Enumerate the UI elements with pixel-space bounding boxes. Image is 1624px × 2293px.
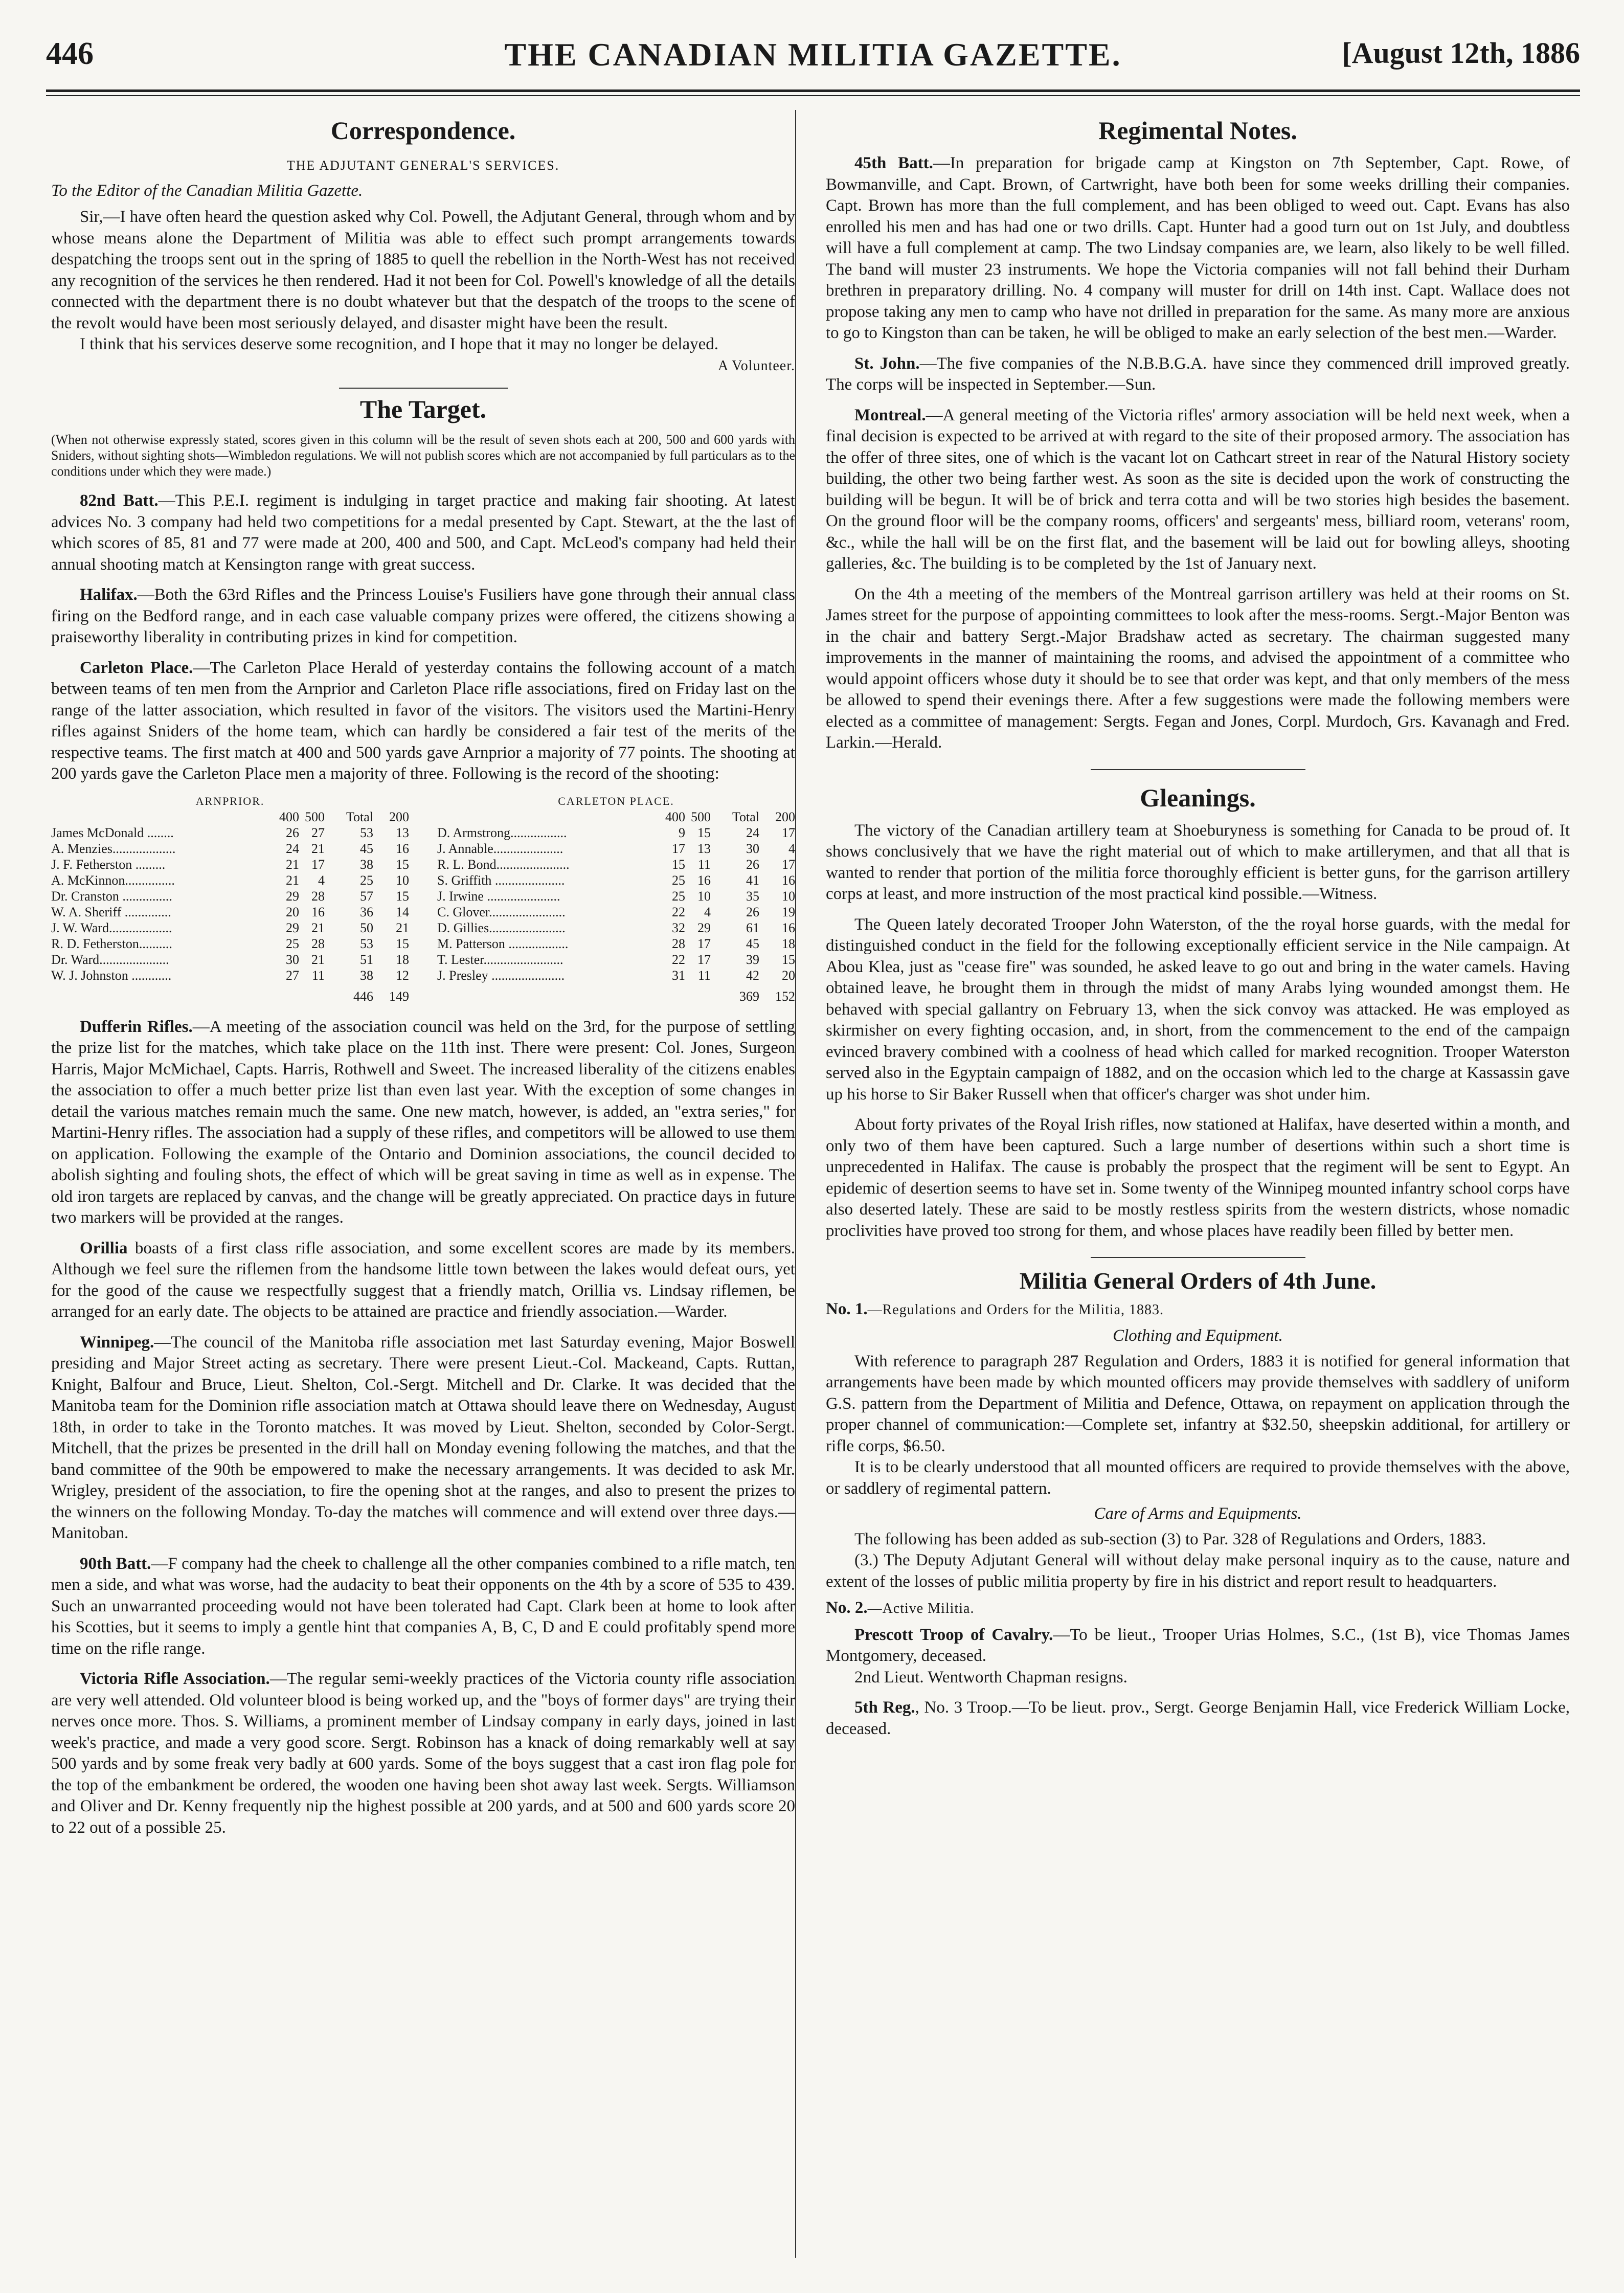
score-cell: 26 <box>286 825 299 840</box>
right-column <box>826 110 1570 1740</box>
score-cell: 57 <box>360 888 373 904</box>
score-cell: 16 <box>396 841 409 856</box>
score-cell: 11 <box>697 857 711 872</box>
score-cell: 45 <box>360 841 373 856</box>
score-cell: 17 <box>672 841 685 856</box>
competitor-name: M. Patterson .................. <box>437 936 569 951</box>
article-body: —The Carleton Place Herald of yesterday contains the following account of a match between teams of ten men from the Arnprior and Carleton Place rifle associations, fired on Friday last on the range of the latter association, which resulted in favor of the visitors. The visitors used the Martini-Henry rifles against Sniders of the home team, which can hardly be considered a fair test of the merits of the respective teams. The first match at 400 and 500 yards gave Arnprior a majority of 77 points. The shooting at 200 yards gave the Carleton Place men a majority of three. Following is the record of the shooting: <box>51 658 795 783</box>
score-cell: 28 <box>672 936 685 951</box>
score-cell: 61 <box>746 920 759 935</box>
page-number: 446 <box>46 36 94 71</box>
article-body: —Both the 63rd Rifles and the Princess Louise's Fusiliers have gone through their annual class firing on the Bedford range, and in each case valuable company prizes were offered, the citizens showing a praiseworthy liberality in contributing prizes in kind for competition. <box>51 586 795 646</box>
score-cell: 16 <box>782 920 795 935</box>
score-cell: 27 <box>286 968 299 983</box>
article-82nd <box>51 490 795 575</box>
page-header <box>46 36 1580 82</box>
score-cell: 25 <box>360 872 373 888</box>
letter-signature-row <box>51 355 795 377</box>
article-lead: Dufferin Rifles. <box>80 1017 193 1036</box>
competitor-name: S. Griffith ..................... <box>437 872 565 888</box>
score-cell: 25 <box>672 888 685 904</box>
competitor-name: Dr. Ward..................... <box>51 952 169 967</box>
table-header-row: 400 500 Total 200 <box>279 809 409 824</box>
score-cell: 24 <box>286 841 299 856</box>
article-halifax <box>51 585 795 648</box>
article-montreal-2: On the 4th a meeting of the members of the Montreal garrison artillery was held at their rooms on St. James street for the purpose of appointing committees to look after the mess-rooms. Sergt.-Major Benton was in the chair and battery Sergt.-Major Bradshaw acted as secretary. The chairman suggested many improvements in the manner of maintaining the rooms, and advised the appointment of a committee who would appoint officers whose duty it should be to see that order was kept, and that only members of the mess be allowed to spend their evenings there. After a few suggestions were made the following members were elected as a committee of management: Sergts. Fegan and Jones, Corpl. Murdoch, Grs. Kavanagh and Fred. Larkin.—Herald. <box>826 585 1570 752</box>
gleanings-paragraph: The victory of the Canadian artillery team at Shoeburyness is something for Canada to be proud of. It shows conclusively that we have the right material out of which to make artillerymen, and that all that is wanted to render that portion of the militia force thoroughly efficient is better guns, for the garrison artillery corps at least, and more instruction of the most practical kind possible.—Witness. <box>826 821 1570 903</box>
score-cell: 21 <box>286 857 299 872</box>
score-cell: 15 <box>697 825 711 840</box>
gleanings-paragraph: About forty privates of the Royal Irish rifles, now stationed at Halifax, have deserted within a month, and only two of them have been captured. Such a large number of desertions within such a short time is unprecedented in Halifax. The cause is probably the prospect that the regiment will be sent to Egypt. An epidemic of desertion seems to have set in. Some twenty of the Winnipeg mounted infantry school corps have also deserted lately. These are said to be mostly restless spirits from the western districts, whose nomadic proclivities have proved too strong for them, and whose places have readily been filled by better men. <box>826 1115 1570 1240</box>
score-cell: 16 <box>311 904 325 919</box>
article-winnipeg <box>51 1332 795 1544</box>
score-cell: 13 <box>697 841 711 856</box>
score-row <box>437 857 795 872</box>
score-cell: 15 <box>396 888 409 904</box>
score-cell: 31 <box>672 968 685 983</box>
article-montreal <box>826 405 1570 575</box>
order-paragraph: 2nd Lieut. Wentworth Chapman resigns. <box>854 1668 1127 1687</box>
score-row <box>51 841 409 857</box>
score-cell: 11 <box>311 968 325 983</box>
score-row <box>51 968 409 983</box>
correspondence-subtitle: THE ADJUTANT GENERAL'S SERVICES. <box>286 158 560 173</box>
to-editor-line: To the Editor of the Canadian Militia Gazette. <box>51 181 363 200</box>
score-cell: 16 <box>782 872 795 888</box>
carleton-table <box>437 793 795 1004</box>
score-cell: 15 <box>782 952 795 967</box>
article-lead: Carleton Place. <box>80 658 193 677</box>
letter-paragraph: I think that his services deserve some recognition, and I hope that it may no longer be delayed. <box>80 335 719 353</box>
score-cell: 9 <box>679 825 685 840</box>
letter-signature: A Volunteer. <box>718 357 795 374</box>
score-cell: 10 <box>396 872 409 888</box>
score-cell: 15 <box>396 857 409 872</box>
header-rule <box>46 89 1580 92</box>
score-cell: 50 <box>360 920 373 935</box>
order-prescott <box>826 1625 1570 1667</box>
score-cell: 18 <box>782 936 795 951</box>
competitor-name: J. W. Ward................... <box>51 920 172 935</box>
score-row <box>437 841 795 857</box>
article-body: —The regular semi-weekly practices of the Victoria county rifle association are very well attended. Old volunteer blood is being worked up, and the "boys of former days" are trying their nerves once more. Thos. S. Williams, a prominent member of Lindsay company in early days, joined in last week's practice, and made a very good score. Sergt. Robinson has a knack of doing remarkably well at say 500 yards and by some freak very badly at 600 yards. Some of the boys suggest that a cast iron flag pole for the top of the embankment be ordered, the wooden one having been shot away last week. Sergts. Williamson and Oliver and Dr. Kenny frequently nip the highest possible at 200 yards, and at 500 and 600 yards score 20 to 22 out of a possible 25. <box>51 1670 795 1837</box>
score-cell: 39 <box>746 952 759 967</box>
article-lead: 90th Batt. <box>80 1554 151 1573</box>
score-row <box>51 904 409 920</box>
order-subheading: Clothing and Equipment. <box>1113 1327 1283 1345</box>
score-cell: 10 <box>697 888 711 904</box>
competitor-name: T. Lester........................ <box>437 952 563 967</box>
table-heading: CARLETON PLACE. <box>558 794 674 807</box>
general-orders-title: Militia General Orders of 4th June. <box>1019 1268 1377 1294</box>
score-cell: 53 <box>360 936 373 951</box>
score-row <box>437 952 795 968</box>
table-total-row: 446 149 <box>353 988 409 1004</box>
article-body: —A general meeting of the Victoria rifles' armory association will be held next week, when a final decision is expected to be arrived at with regard to the site of their proposed armory. The association has the offer of three sites, one of which is the vacant lot on Cathcart street in rear of the Natural History society building, the other two being farther west. As soon as the site is decided upon the work of constructing the building will be begun. It will be of brick and terra cotta and will be two stories high besides the basement. On the ground floor will be the company rooms, officers' and sergeants' mess, billiard room, veterans' room, &c., while the hall will be on the first flat, and the basement will be laid out for bowling alleys, shooting galleries, &c. The building is to be completed by the 1st of January next. <box>826 406 1570 573</box>
score-cell: 15 <box>672 857 685 872</box>
score-cell: 30 <box>746 841 759 856</box>
score-cell: 38 <box>360 857 373 872</box>
score-row <box>437 872 795 888</box>
score-cell: 22 <box>672 904 685 919</box>
score-cell: 21 <box>286 872 299 888</box>
score-row <box>51 872 409 888</box>
score-cell: 11 <box>697 968 711 983</box>
score-tables <box>51 793 795 1004</box>
article-lead: Montreal. <box>854 406 926 424</box>
section-rule <box>1091 769 1305 770</box>
score-cell: 28 <box>311 888 325 904</box>
competitor-name: D. Gillies....................... <box>437 920 566 935</box>
score-cell: 26 <box>746 904 759 919</box>
competitor-name: J. F. Fetherston ......... <box>51 857 166 872</box>
article-carleton <box>51 658 795 785</box>
competitor-name: A. Menzies................... <box>51 841 176 856</box>
regimental-notes-title: Regimental Notes. <box>1098 116 1297 145</box>
score-cell: 16 <box>697 872 711 888</box>
article-lead: Orillia <box>80 1239 128 1257</box>
arnprior-table <box>51 793 409 1004</box>
score-row <box>437 936 795 952</box>
competitor-name: J. Annable..................... <box>437 841 563 856</box>
article-body: —A meeting of the association council was held on the 3rd, for the purpose of settling the prize list for the matches, which take place on the 11th inst. There were present: Col. Jones, Surgeon Harris, Major McMichael, Capts. Harris, Rothwell and Sweet. The increased liberality of the citizens enables the association to offer a much better prize list than even last year. With the exception of some changes in detail the various matches remain much the same. One new match, however, is added, an "extra series," for Martini-Henry rifles. The association had a supply of these rifles, and competitors will be allowed to use them on application. Following the example of the Ontario and Dominion associations, the council decided to abolish sighting and fouling shots, the effect of which will be great saving in time as well as in expense. The old iron targets are replaced by canvas, and the change will be greatly appreciated. On practice days in future two markers will be provided at the ranges. <box>51 1017 795 1227</box>
article-lead: Victoria Rifle Association. <box>80 1670 270 1688</box>
letter-paragraph: Sir,—I have often heard the question asked why Col. Powell, the Adjutant General, through whom and by whose means alone the Department of Militia was able to effect such prompt arrangements towards despatching the troops sent out in the spring of 1885 to quell the rebellion in the North-West has not received any recognition of the services he then rendered. Had it not been for Col. Powell's knowledge of all the details connected with the department there is no doubt whatever but that the despatch of the troops to the scene of the revolt would have been most seriously delayed, and disaster might have been the result. <box>51 208 795 332</box>
score-cell: 21 <box>311 920 325 935</box>
order-paragraph: (3.) The Deputy Adjutant General will without delay make personal inquiry as to the cause, nature and extent of the losses of public militia property by fire in his district and report result to headquarters. <box>826 1551 1570 1591</box>
score-cell: 26 <box>746 857 759 872</box>
article-lead: 82nd Batt. <box>80 491 159 510</box>
score-cell: 10 <box>782 888 795 904</box>
competitor-name: James McDonald ........ <box>51 825 174 840</box>
score-cell: 28 <box>311 936 325 951</box>
score-cell: 24 <box>746 825 759 840</box>
article-body: —This P.E.I. regiment is indulging in target practice and making fair shooting. At latest advices No. 3 company had held two competitions for a medal presented by Capt. Stewart, at the the last of which scores of 85, 81 and 77 were made at 200, 400 and 500, and Capt. McLeod's company had held their annual shooting match at Kensington range with great success. <box>51 491 795 574</box>
score-cell: 17 <box>697 936 711 951</box>
competitor-name: C. Glover....................... <box>437 904 566 919</box>
competitor-name: W. J. Johnston ............ <box>51 968 172 983</box>
order-paragraph: With reference to paragraph 287 Regulation and Orders, 1883 it is notified for general information that arrangements have been made by which mounted officers may provide themselves with saddlery of uniform G.S. pattern from the Department of Militia and Defence, Ottawa, on repayment on application through the proper channel of communication:—Complete set, infantry at $32.50, sheepskin additional, for artillery or rifle corps, $6.50. <box>826 1352 1570 1455</box>
article-lead: Halifax. <box>80 586 138 604</box>
score-cell: 29 <box>697 920 711 935</box>
article-victoria <box>51 1669 795 1838</box>
competitor-name: D. Armstrong................. <box>437 825 567 840</box>
score-cell: 4 <box>318 872 325 888</box>
score-row <box>437 920 795 936</box>
competitor-name: J. Presley ...................... <box>437 968 565 983</box>
issue-date: [August 12th, 1886 <box>1342 36 1580 70</box>
competitor-name: R. D. Fetherston.......... <box>51 936 172 951</box>
score-row <box>51 857 409 872</box>
article-body: —In preparation for brigade camp at Kingston on 7th September, Capt. Rowe, of Bowmanville, and Capt. Brown, of Cartwright, have both been for some weeks drilling their companies. Capt. Brown has more than the full complement, and has been obliged to weed out. Capt. Evans has also enrolled his men and has had one or two drills. Capt. Hunter had a good turn out on 1st July, and doubtless will have a full complement at camp. The two Lindsay companies are, we learn, also likely to be well filled. The band will muster 23 instruments. We hope the Victoria companies will not fall behind their Durham brethren in preparatory drilling. No. 4 company will muster for drill on 14th inst. Capt. Wallace does not propose taking any men to camp who have not drilled in preparation for the same. As many more are anxious to go to Kingston than can be taken, he will be obliged to make an early selection of the best men.—Warder. <box>826 154 1570 342</box>
competitor-name: A. McKinnon............... <box>51 872 175 888</box>
column-divider <box>795 110 796 2258</box>
score-row <box>437 968 795 983</box>
order-subheading: Care of Arms and Equipments. <box>1094 1504 1302 1523</box>
article-st-john <box>826 353 1570 396</box>
score-row <box>51 825 409 841</box>
order-heading: No. 1.—Regulations and Orders for the Militia, 1883. <box>826 1299 1164 1318</box>
article-lead: Winnipeg. <box>80 1333 154 1352</box>
score-cell: 17 <box>782 825 795 840</box>
article-lead: St. John. <box>854 354 920 373</box>
article-orillia <box>51 1238 795 1323</box>
score-cell: 45 <box>746 936 759 951</box>
score-cell: 18 <box>396 952 409 967</box>
score-cell: 53 <box>360 825 373 840</box>
competitor-name: R. L. Bond...................... <box>437 857 570 872</box>
table-heading: ARNPRIOR. <box>195 794 265 807</box>
score-cell: 4 <box>704 904 711 919</box>
target-note: (When not otherwise expressly stated, scores given in this column will be the result of seven shots each at 200, 500 and 600 yards with Sniders, without sighting shots—Wimbledon regulations. We will not publish scores which are not accompanied by full particulars as to the conditions under which they were made.) <box>51 432 795 479</box>
score-row <box>437 825 795 841</box>
article-body: boasts of a first class rifle association, and some excellent scores are made by its members. Although we feel sure the riflemen from the handsome little town between the lakes would defeat ours, yet for the good of the cause we respectfully suggest that a friendly match, Orillia vs. Lindsay riflemen, be arranged for an early date. The objects to be attained are practice and friendly association.—Warder. <box>51 1239 795 1321</box>
score-cell: 20 <box>782 968 795 983</box>
article-90th <box>51 1554 795 1660</box>
score-row <box>51 936 409 952</box>
score-cell: 17 <box>782 857 795 872</box>
header-rule-thin <box>46 95 1580 96</box>
score-cell: 35 <box>746 888 759 904</box>
score-cell: 25 <box>286 936 299 951</box>
score-cell: 29 <box>286 888 299 904</box>
score-cell: 13 <box>396 825 409 840</box>
score-cell: 22 <box>672 952 685 967</box>
table-total-row: 369 152 <box>739 988 795 1004</box>
section-rule <box>339 388 508 389</box>
left-column <box>51 110 795 1838</box>
article-body: —F company had the cheek to challenge all the other companies combined to a rifle match, ten men a side, and what was worse, had the audacity to beat their opponents on the 4th by a score of 535 to 439. Such an unwarranted proceeding would not have been tolerated had Capt. Clark been at home to look after his Scotties, but it seems to imply a gentle hint that companies A, B, C, D and E could profitably spend more time on the rifle range. <box>51 1554 795 1658</box>
score-cell: 29 <box>286 920 299 935</box>
order-paragraph: It is to be clearly understood that all mounted officers are required to provide themselves with the above, or saddlery of regimental pattern. <box>826 1458 1570 1498</box>
article-dufferin <box>51 1017 795 1229</box>
gleanings-title: Gleanings. <box>1140 783 1256 812</box>
table-header-row: 400 500 Total 200 <box>665 809 795 824</box>
gleanings-paragraph: The Queen lately decorated Trooper John Waterston, of the the royal horse guards, with the medal for distinguished conduct in the field for the following exceptionally efficient service in the Nile campaign. At Abou Klea, just as "cease fire" was sounded, he asked leave to go out and bring in the water camels. Having obtained leave, he brought them in through the midst of many Arabs lying wounded amongst them. He behaved with special gallantry on February 13, when the sick convoy was attacked. He was employed as skirmisher on every fighting occasion, and, in short, from the commencement to the end of the campaign evinced bravery combined with a coolness of head which called for marked recognition. Trooper Waterston served also in the Egyptain campaign of 1882, and on the occasion which led to the charge at Kassassin gave up his horse to Sir Baker Russell when that officer's charger was shot under him. <box>826 915 1570 1104</box>
score-row <box>437 888 795 904</box>
score-row <box>51 920 409 936</box>
score-cell: 42 <box>746 968 759 983</box>
score-cell: 4 <box>788 841 795 856</box>
score-cell: 32 <box>672 920 685 935</box>
score-cell: 15 <box>396 936 409 951</box>
score-cell: 51 <box>360 952 373 967</box>
score-cell: 14 <box>396 904 409 919</box>
score-row <box>437 904 795 920</box>
score-row <box>51 888 409 904</box>
masthead: THE CANADIAN MILITIA GAZETTE. <box>504 36 1122 73</box>
score-cell: 36 <box>360 904 373 919</box>
score-cell: 17 <box>311 857 325 872</box>
score-cell: 41 <box>746 872 759 888</box>
score-row <box>51 952 409 968</box>
article-45th <box>826 153 1570 344</box>
score-cell: 30 <box>286 952 299 967</box>
section-rule <box>1091 1257 1305 1258</box>
correspondence-title: Correspondence. <box>330 116 516 145</box>
score-cell: 38 <box>360 968 373 983</box>
score-cell: 25 <box>672 872 685 888</box>
score-cell: 21 <box>311 841 325 856</box>
score-cell: 21 <box>311 952 325 967</box>
score-cell: 17 <box>697 952 711 967</box>
article-body: , No. 3 Troop.—To be lieut. prov., Sergt. George Benjamin Hall, vice Frederick William Locke, deceased. <box>826 1698 1570 1738</box>
article-body: —The council of the Manitoba rifle association met last Saturday evening, Major Boswell presiding and Major Street acting as secretary. There were present Lieut.-Col. Mackeand, Capts. Ruttan, Knight, Balfour and Bruce, Lieut. Shelton, Col.-Sergt. Mitchell and Dr. Clarke. It was decided that the Manitoba team for the Dominion rifle association match at Ottawa should leave there on Wednesday, August 18th, in order to take in the Toronto matches. It was moved by Lieut. Shelton, seconded by Color-Sergt. Mitchell, that the prizes be presented in the drill hall on Monday evening following the matches, and that the band committee of the 90th be empowered to make the necessary arrangements. It was decided to ask Mr. Wrigley, president of the association, to fire the opening shot at the ranges, and also to present the prizes to the winners on the following Monday. To-day the matches will commence and will extend over three days.—Manitoban. <box>51 1333 795 1542</box>
score-cell: 21 <box>396 920 409 935</box>
order-paragraph: The following has been added as sub-section (3) to Par. 328 of Regulations and Orders, 1883. <box>854 1530 1486 1548</box>
score-cell: 20 <box>286 904 299 919</box>
target-title: The Target. <box>359 395 487 423</box>
competitor-name: Dr. Cranston ............... <box>51 888 172 904</box>
article-body: —To be lieut., Trooper Urias Holmes, S.C., (1st B), vice Thomas James Montgomery, deceased. <box>826 1625 1570 1665</box>
article-lead: 45th Batt. <box>854 154 933 172</box>
order-heading: No. 2.—Active Militia. <box>826 1599 975 1617</box>
score-cell: 27 <box>311 825 325 840</box>
score-cell: 12 <box>396 968 409 983</box>
article-lead: Prescott Troop of Cavalry. <box>854 1625 1053 1644</box>
order-5th-reg <box>826 1697 1570 1740</box>
competitor-name: J. Irwine ...................... <box>437 888 560 904</box>
competitor-name: W. A. Sheriff .............. <box>51 904 171 919</box>
score-cell: 19 <box>782 904 795 919</box>
article-lead: 5th Reg. <box>854 1698 915 1717</box>
article-body: —The five companies of the N.B.B.G.A. have since they commenced drill improved greatly. The corps will be inspected in September.—Sun. <box>826 354 1570 394</box>
